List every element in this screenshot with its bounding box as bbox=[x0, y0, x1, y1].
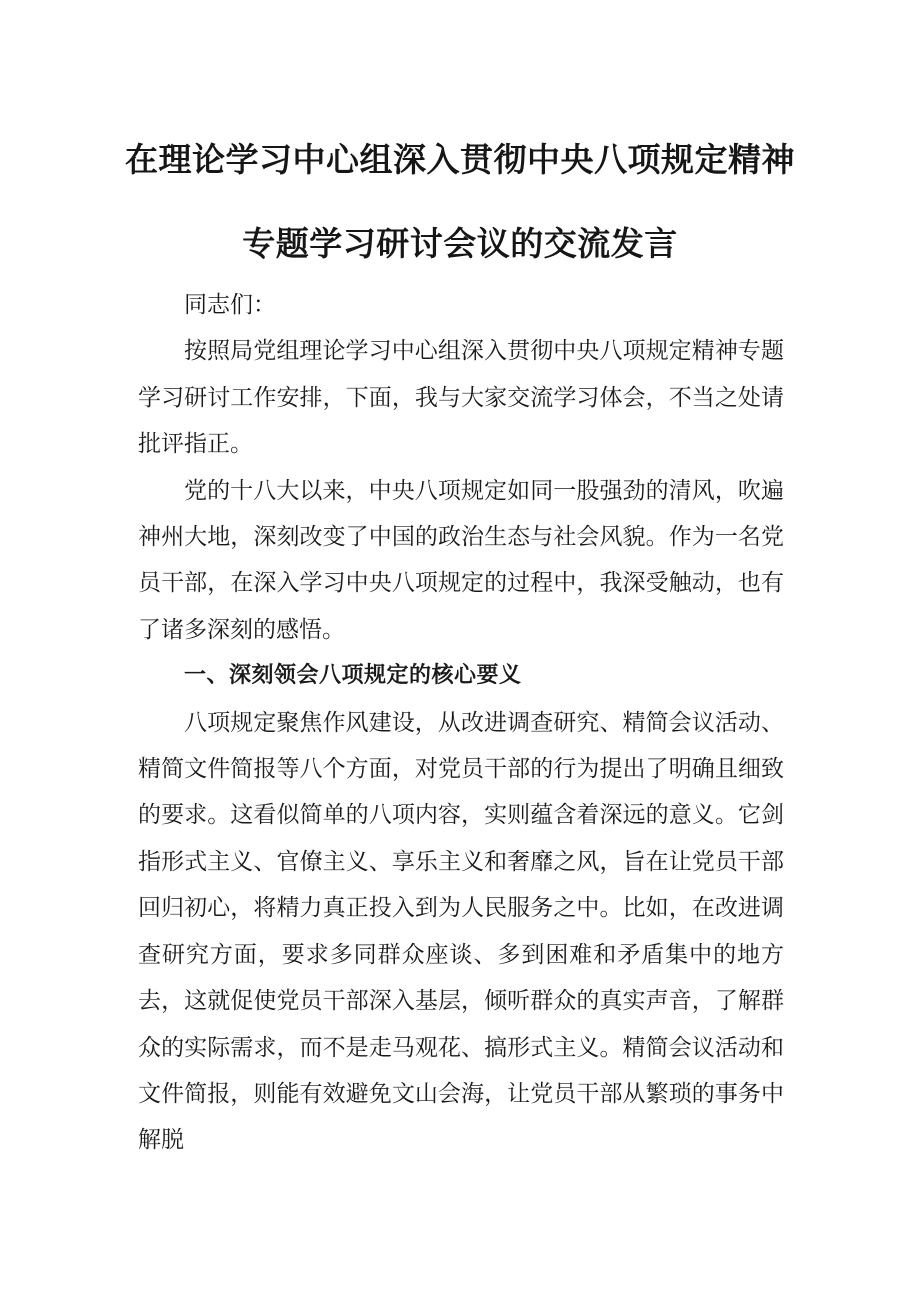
paragraph-intro: 按照局党组理论学习中心组深入贯彻中央八项规定精神专题学习研讨工作安排，下面，我与大家交流学习体会，不当之处请批评指正。 bbox=[138, 338, 784, 458]
document-body bbox=[138, 282, 784, 1164]
section-paragraph: 八项规定聚焦作风建设，从改进调查研究、精简会议活动、精简文件简报等八个方面，对党员干部的行为提出了明确且细致的要求。这看似简单的八项内容，实则蕴含着深远的意义。它剑指形式主义、官僚主义、享乐主义和奢靡之风，旨在让党员干部回归初心，将精力真正投入到为人民服务之中。比如，在改进调查研究方面，要求多同群众座谈、多到困难和矛盾集中的地方去，这就促使党员干部深入基层，倾听群众的真实声音，了解群众的实际需求，而不是走马观花、搞形式主义。精简会议活动和文件简报，则能有效避免文山会海，让党员干部从繁琐的事务中解脱 bbox=[138, 709, 784, 1154]
document-title-line-1: 在理论学习中心组深入贯彻中央八项规定精神 bbox=[125, 140, 795, 179]
section-heading: 一、深刻领会八项规定的核心要义 bbox=[184, 663, 522, 689]
document-title-line-2: 专题学习研讨会议的交流发言 bbox=[242, 224, 678, 263]
salutation: 同志们： bbox=[184, 292, 276, 318]
paragraph-background: 党的十八大以来，中央八项规定如同一股强劲的清风，吹遍神州大地，深刻改变了中国的政治生态与社会风貌。作为一名党员干部，在深入学习中央八项规定的过程中，我深受触动，也有了诸多深刻的感悟。 bbox=[138, 477, 784, 643]
